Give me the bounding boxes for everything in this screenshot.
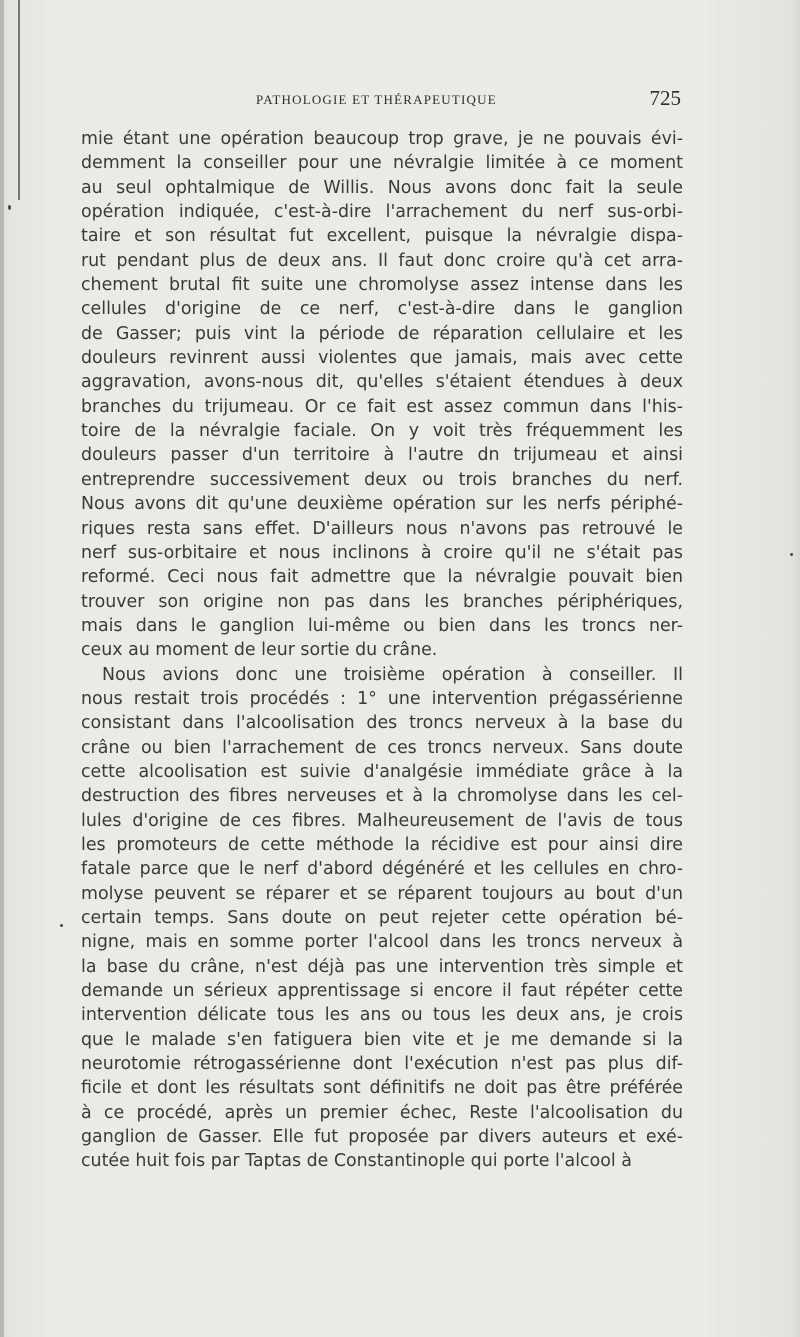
text-line: les promoteurs de cette méthode la récidive est pour ainsi dire	[81, 834, 683, 855]
paper-speck	[60, 924, 63, 927]
text-line: cellules d'origine de ce nerf, c'est-à-dire dans le ganglion	[81, 299, 683, 320]
text-line: riques resta sans effet. D'ailleurs nous n'avons pas retrouvé le	[81, 518, 683, 539]
text-line: ganglion de Gasser. Elle fut proposée par divers auteurs et exé-	[81, 1127, 683, 1148]
text-line: neurotomie rétrogassérienne dont l'exécution n'est pas plus dif-	[81, 1054, 683, 1075]
text-line: cette alcoolisation est suivie d'analgésie immédiate grâce à la	[81, 761, 683, 782]
text-line: demande un sérieux apprentissage si encore il faut répéter cette	[81, 981, 683, 1002]
text-line: branches du trijumeau. Or ce fait est assez commun dans l'his-	[81, 396, 683, 417]
text-line: Nous avions donc une troisième opération à conseiller. Il	[102, 664, 683, 685]
text-line: demment la conseiller pour une névralgie limitée à ce moment	[81, 153, 683, 174]
text-line: douleurs passer d'un territoire à l'autre dn trijumeau et ainsi	[81, 445, 683, 466]
text-line: de Gasser; puis vint la période de réparation cellulaire et les	[81, 323, 683, 344]
text-line: nous restait trois procédés : 1° une intervention prégassérienne	[81, 688, 683, 709]
paper-speck	[790, 553, 793, 556]
running-head: PATHOLOGIE ET THÉRAPEUTIQUE	[256, 92, 497, 107]
text-line: toire de la névralgie faciale. On y voit très fréquemment les	[81, 421, 683, 442]
text-line: cutée huit fois par Taptas de Constantinople qui porte l'alcool à	[81, 1151, 632, 1172]
text-line: fatale parce que le nerf d'abord dégénéré et les cellules en chro-	[81, 859, 683, 880]
text-line: consistant dans l'alcoolisation des troncs nerveux à la base du	[81, 713, 683, 734]
text-line: crâne ou bien l'arrachement de ces troncs nerveux. Sans doute	[81, 737, 683, 758]
text-line: trouver son origine non pas dans les branches périphériques,	[81, 591, 683, 612]
page-number: 725	[649, 86, 681, 110]
text-line: certain temps. Sans doute on peut rejeter cette opération bé-	[81, 908, 683, 928]
body-text	[81, 127, 683, 1174]
text-line: entreprendre successivement deux ou trois branches du nerf.	[81, 469, 683, 490]
text-line: à ce procédé, après un premier échec, Reste l'alcoolisation du	[81, 1102, 683, 1123]
text-line: douleurs revinrent aussi violentes que jamais, mais avec cette	[81, 348, 683, 369]
text-line: que le malade s'en fatiguera bien vite et je me demande si la	[81, 1029, 683, 1050]
page-header	[80, 88, 680, 116]
text-line: intervention délicate tous les ans ou tous les deux ans, je crois	[81, 1005, 683, 1026]
text-line: Nous avons dit qu'une deuxième opération sur les nerfs périphé-	[81, 494, 683, 515]
text-line: la base du crâne, n'est déjà pas une intervention très simple et	[81, 956, 683, 977]
text-line: lules d'origine de ces fibres. Malheureusement de l'avis de tous	[81, 810, 683, 831]
paper-speck	[8, 205, 11, 210]
text-line: aggravation, avons-nous dit, qu'elles s'étaient étendues à deux	[81, 372, 683, 393]
text-line: mie étant une opération beaucoup trop grave, je ne pouvais évi-	[81, 129, 683, 149]
text-line: reformé. Ceci nous fait admettre que la névralgie pouvait bien	[81, 567, 683, 588]
text-line: molyse peuvent se réparer et se réparent toujours au bout d'un	[81, 883, 683, 904]
text-line: chement brutal fit suite une chromolyse assez intense dans les	[81, 275, 683, 296]
text-line: taire et son résultat fut excellent, puisque la névralgie dispa-	[81, 226, 683, 247]
text-line: au seul ophtalmique de Willis. Nous avons donc fait la seule	[81, 177, 683, 198]
text-line: ficile et dont les résultats sont définitifs ne doit pas être préférée	[81, 1078, 683, 1099]
text-line: ceux au moment de leur sortie du crâne.	[81, 640, 438, 661]
binding-shadow-line	[18, 0, 20, 200]
text-line: destruction des fibres nerveuses et à la chromolyse dans les cel-	[81, 786, 683, 807]
page-binding-edge	[0, 0, 4, 1337]
text-line: nerf sus-orbitaire et nous inclinons à croire qu'il ne s'était pas	[81, 542, 683, 563]
text-line: mais dans le ganglion lui-même ou bien dans les troncs ner-	[81, 615, 683, 636]
text-line: rut pendant plus de deux ans. Il faut donc croire qu'à cet arra-	[81, 250, 683, 271]
text-line: opération indiquée, c'est-à-dire l'arrachement du nerf sus-orbi-	[81, 202, 683, 223]
text-line: nigne, mais en somme porter l'alcool dans les troncs nerveux à	[81, 932, 683, 953]
